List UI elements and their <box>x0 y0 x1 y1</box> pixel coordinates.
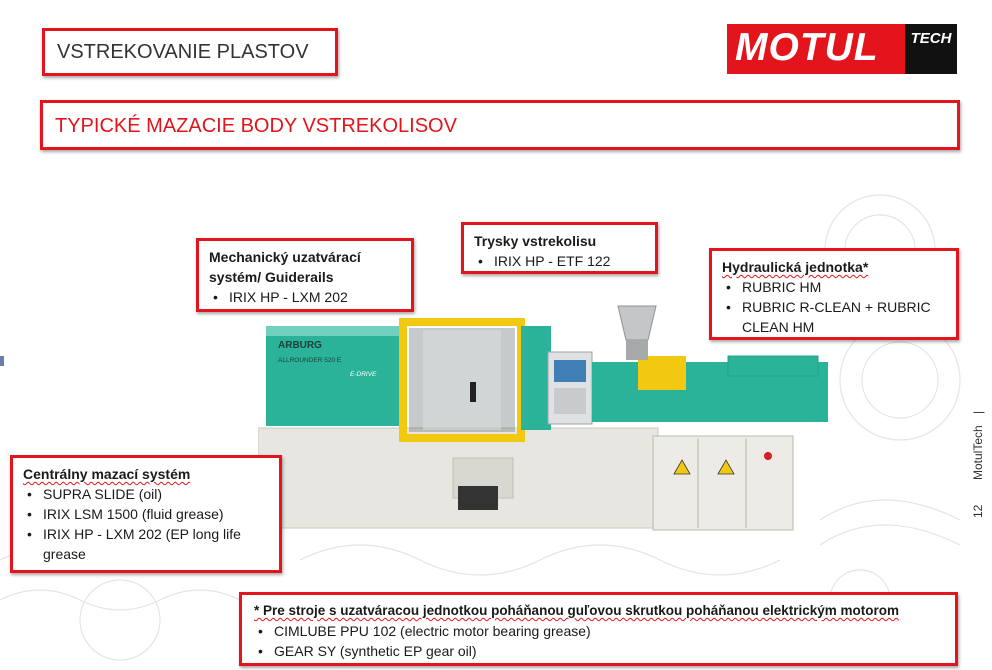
callout-footnote <box>239 592 958 666</box>
side-brand: MotulTech <box>971 425 985 480</box>
callout-mechanical <box>196 238 414 312</box>
slide-edge-marker <box>0 356 4 366</box>
callout-nozzle-heading: Trysky vstrekolisu <box>474 233 597 249</box>
list-item: • GEAR SY (synthetic EP gear oil) <box>254 641 955 661</box>
list-item: • SUPRA SLIDE (oil) <box>23 484 279 504</box>
side-separator: | <box>971 410 985 414</box>
callout-central-heading: Centrálny mazací systém <box>23 466 191 482</box>
motul-tech-logo <box>727 24 957 74</box>
callout-nozzle <box>461 222 658 274</box>
callout-hydraulic-heading: Hydraulická jednotka* <box>722 259 869 275</box>
logo-suffix-bg <box>905 54 957 74</box>
side-footer <box>965 400 992 530</box>
logo-suffix: TECH <box>905 24 957 54</box>
page-title: VSTREKOVANIE PLASTOV <box>57 41 309 63</box>
list-item: • IRIX LSM 1500 (fluid grease) <box>23 504 279 524</box>
logo-brand: MOTUL <box>735 26 879 69</box>
list-item: • IRIX HP - LXM 202 (EP long life grease <box>23 524 279 564</box>
list-item: • IRIX HP - ETF 122 <box>474 251 655 271</box>
callout-hydraulic <box>709 248 959 340</box>
machine-drive: E-DRIVE <box>350 371 377 378</box>
page-number: 12 <box>971 504 985 518</box>
machine-brand: ARBURG <box>278 340 322 351</box>
callout-footnote-heading: * Pre stroje s uzatváracou jednotkou poháňanou guľovou skrutkou poháňanou elektrickým motorom <box>254 603 900 618</box>
title-box <box>42 28 338 76</box>
list-item: • RUBRIC R-CLEAN + RUBRIC CLEAN HM <box>722 297 956 337</box>
list-item: • IRIX HP - LXM 202 <box>209 287 411 307</box>
page-subtitle: TYPICKÉ MAZACIE BODY VSTREKOLISOV <box>55 115 457 137</box>
subtitle-box <box>40 100 960 150</box>
machine-model: ALLROUNDER 520 E <box>278 357 342 364</box>
callout-mechanical-heading-2: systém/ Guiderails <box>209 269 334 285</box>
list-item: • CIMLUBE PPU 102 (electric motor bearing grease) <box>254 621 955 641</box>
callout-central-lubrication <box>10 455 282 573</box>
callout-mechanical-heading-1: Mechanický uzatvárací <box>209 249 361 265</box>
list-item: • RUBRIC HM <box>722 277 956 297</box>
